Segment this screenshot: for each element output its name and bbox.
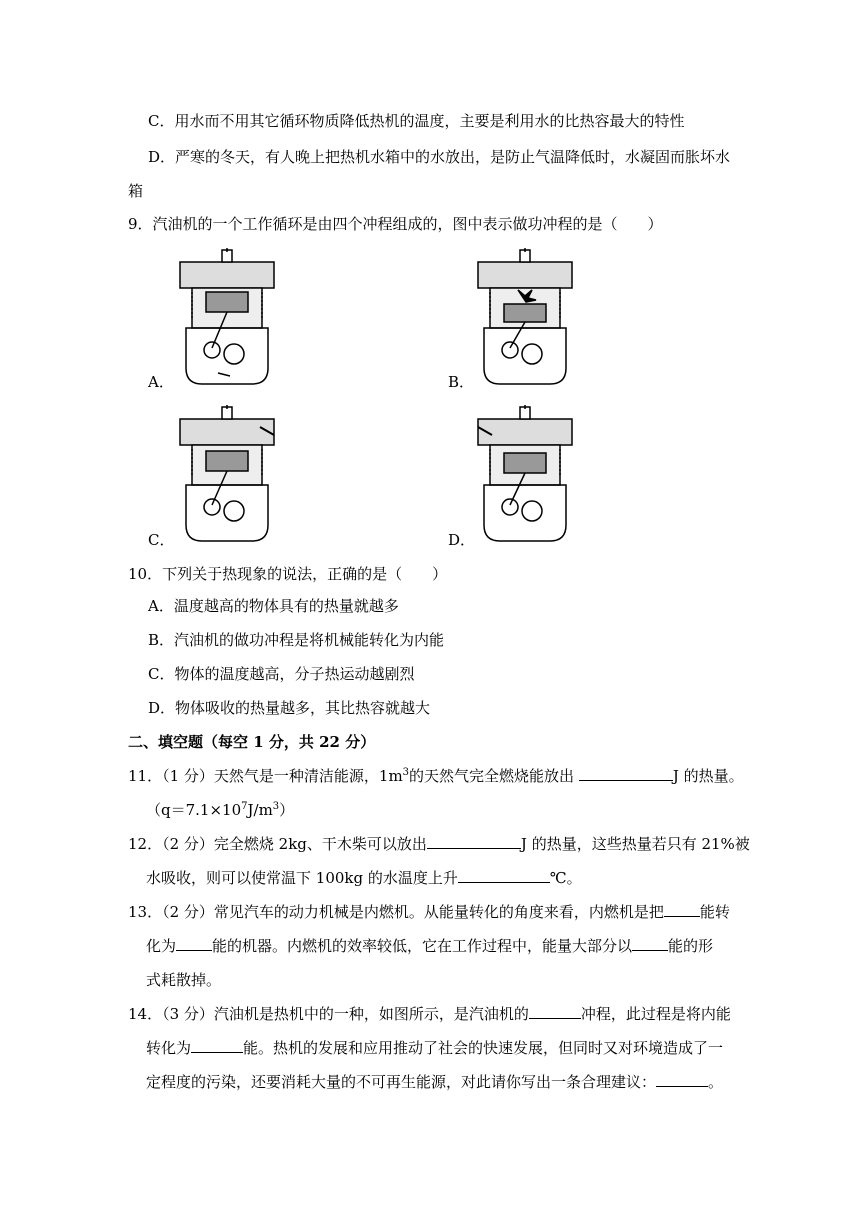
q11-note-3: ） xyxy=(279,801,295,819)
engine-diagram-d xyxy=(470,405,580,545)
q14-text-5: 定程度的污染，还要消耗大量的不可再生能源，对此请你写出一条合理建议： xyxy=(146,1073,657,1091)
q11-text-3: J 的热量。 xyxy=(672,767,744,785)
q14-text-1: 14．（3 分）汽油机是热机中的一种，如图所示，是汽油机的 xyxy=(128,1005,529,1023)
q12-text-1: 12．（2 分）完全燃烧 2kg、干木柴可以放出 xyxy=(128,835,427,853)
q11-note-1: （q＝7.1×10 xyxy=(146,801,242,819)
q14-text-3: 转化为 xyxy=(146,1039,192,1057)
q14-answer-blank-1[interactable] xyxy=(529,1004,581,1019)
q14-answer-blank-2[interactable] xyxy=(191,1038,243,1053)
q14-text-4: 能。热机的发展和应用推动了社会的快速发展，但同时又对环境造成了一 xyxy=(243,1039,724,1057)
q11-note-sup-2: 3 xyxy=(272,801,280,812)
q12-text-3: 水吸收，则可以使常温下 100kg 的水温度上升 xyxy=(146,869,458,887)
q10-option-b: B．汽油机的做功冲程是将机械能转化为内能 xyxy=(148,631,445,649)
q13-line2 xyxy=(146,936,713,956)
q10-option-d: D．物体吸收的热量越多，其比热容就越大 xyxy=(148,699,431,717)
q12-line2 xyxy=(146,868,582,888)
engine-diagram-a xyxy=(172,248,282,388)
q12-line1 xyxy=(128,834,750,854)
q9-option-d-label: D． xyxy=(448,531,476,549)
q9-option-a-label: A． xyxy=(148,373,174,391)
q8-option-c: C．用水而不用其它循环物质降低热机的温度，主要是利用水的比热容最大的特性 xyxy=(148,112,685,130)
q13-text-1: 13．（2 分）常见汽车的动力机械是内燃机。从能量转化的角度来看，内燃机是把 xyxy=(128,903,664,921)
q13-text-5: 能的形 xyxy=(668,937,714,955)
section-heading: 二、填空题（每空 1 分，共 22 分） xyxy=(128,733,376,751)
q9-stem: 9．汽油机的一个工作循环是由四个冲程组成的，图中表示做功冲程的是（ ） xyxy=(128,215,663,233)
engine-diagram-b xyxy=(470,248,580,388)
q11-note-2: J/m xyxy=(247,801,273,819)
q14-text-2: 冲程，此过程是将内能 xyxy=(580,1005,731,1023)
q14-text-6: 。 xyxy=(708,1073,724,1091)
q12-text-2: J 的热量，这些热量若只有 21%被 xyxy=(520,835,750,853)
q13-answer-blank-3[interactable] xyxy=(632,936,668,951)
q12-answer-blank-1[interactable] xyxy=(427,834,521,849)
q13-line3: 式耗散掉。 xyxy=(146,971,222,989)
q8-option-d-line1: D．严寒的冬天，有人晚上把热机水箱中的水放出，是防止气温降低时，水凝固而胀坏水 xyxy=(148,148,731,166)
q11-sup-1: 3 xyxy=(402,767,410,778)
q12-text-4: ℃。 xyxy=(549,869,582,887)
q13-text-4: 能的机器。内燃机的效率较低，它在工作过程中，能量大部分以 xyxy=(212,937,633,955)
q11-text-2: 的天然气完全燃烧能放出 xyxy=(409,767,579,785)
q11-text-1: 11．（1 分）天然气是一种清洁能源，1m xyxy=(128,767,403,785)
q14-answer-blank-3[interactable] xyxy=(656,1072,708,1087)
q10-option-c: C．物体的温度越高，分子热运动越剧烈 xyxy=(148,665,415,683)
q11-answer-blank[interactable] xyxy=(579,766,673,781)
q10-stem: 10．下列关于热现象的说法，正确的是（ ） xyxy=(128,565,448,583)
q12-answer-blank-2[interactable] xyxy=(458,868,550,883)
q13-text-2: 能转 xyxy=(699,903,730,921)
q10-option-a: A．温度越高的物体具有的热量就越多 xyxy=(148,597,399,615)
q8-option-d-line2: 箱 xyxy=(128,182,144,200)
q13-answer-blank-2[interactable] xyxy=(176,936,212,951)
q13-text-3: 化为 xyxy=(146,937,177,955)
q9-option-c-label: C． xyxy=(148,531,175,549)
q11-line1 xyxy=(128,766,744,786)
q14-line2 xyxy=(146,1038,723,1058)
q14-line1 xyxy=(128,1004,731,1024)
q14-line3 xyxy=(146,1072,723,1092)
q9-option-b-label: B． xyxy=(448,373,475,391)
q13-line1 xyxy=(128,902,730,922)
q11-note-sup-1: 7 xyxy=(241,801,248,812)
q11-note xyxy=(146,800,294,820)
engine-diagram-c xyxy=(172,405,282,545)
q13-answer-blank-1[interactable] xyxy=(664,902,700,917)
